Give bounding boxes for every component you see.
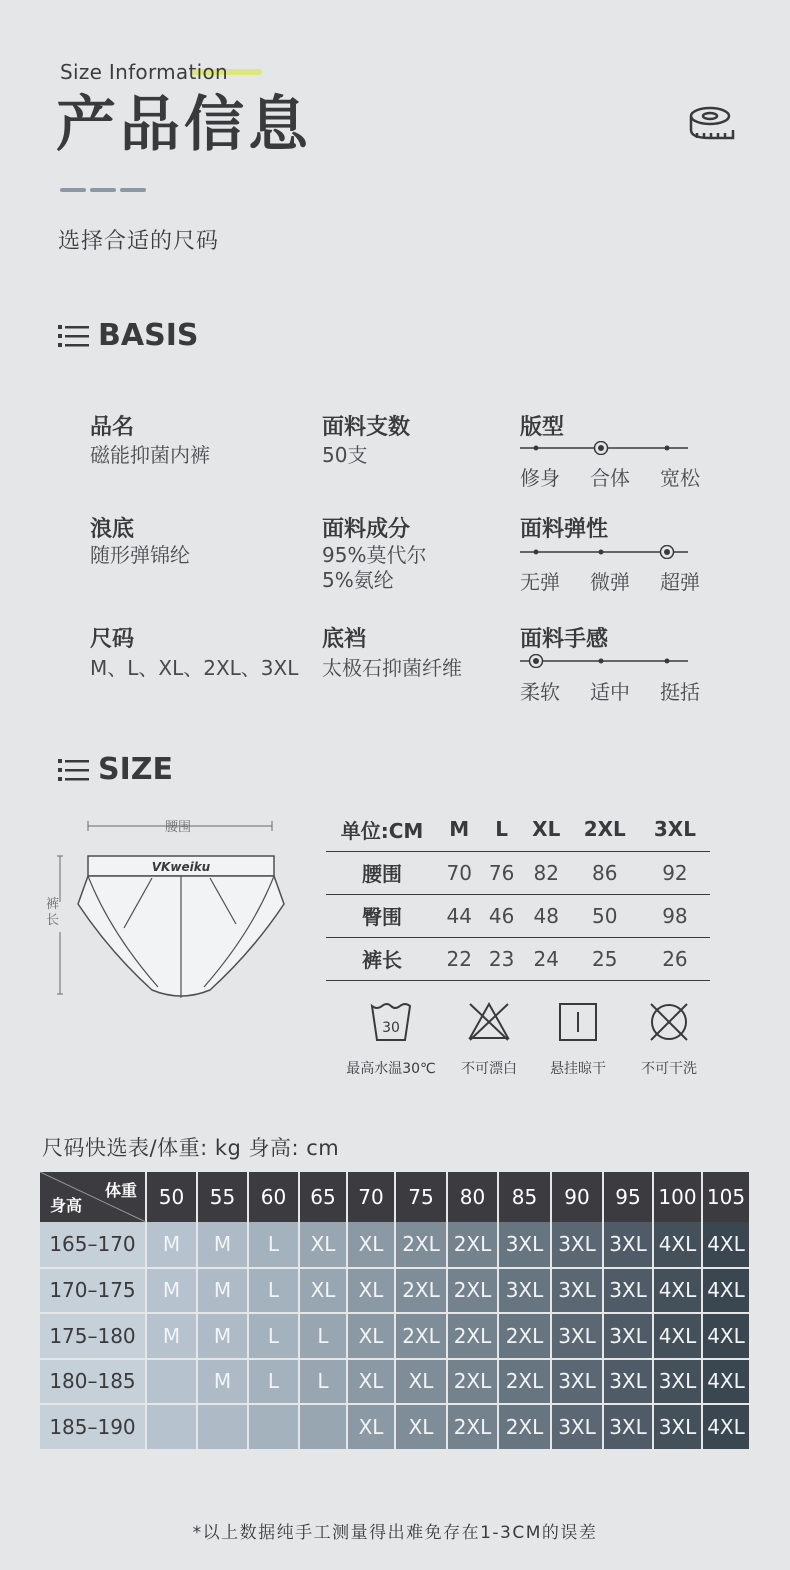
recommended-size-cell: XL — [347, 1404, 395, 1450]
size-heading-text: SIZE — [98, 752, 174, 787]
quick-select-row — [40, 1404, 750, 1450]
height-range: 170–175 — [40, 1268, 146, 1314]
fit-scale-words — [520, 462, 700, 491]
measurement-value: 26 — [640, 937, 710, 980]
weight-column-header: 55 — [197, 1172, 248, 1222]
recommended-size-cell: 3XL — [603, 1404, 653, 1450]
measurement-label: 臀围 — [326, 894, 438, 937]
recommended-size-cell: M — [197, 1222, 248, 1268]
weight-column-header: 80 — [447, 1172, 498, 1222]
diagram-waist-label: 腰围 — [164, 820, 192, 835]
weight-column-header: 100 — [653, 1172, 702, 1222]
list-icon — [58, 322, 90, 350]
hand-feel-option: 挺括 — [660, 680, 700, 704]
weight-column-header: 60 — [248, 1172, 299, 1222]
recommended-size-cell: 3XL — [603, 1313, 653, 1359]
elasticity-scale — [520, 545, 690, 559]
measuring-tape-icon — [688, 102, 736, 146]
recommended-size-cell: 2XL — [447, 1268, 498, 1314]
diagram-length-label — [46, 897, 59, 928]
weight-column-header: 105 — [702, 1172, 750, 1222]
measurement-value: 98 — [640, 894, 710, 937]
brand-label: VKweiku — [151, 860, 211, 874]
measurement-value: 44 — [438, 894, 480, 937]
composition-value-2: 5%氨纶 — [322, 568, 394, 592]
height-range: 185–190 — [40, 1404, 146, 1450]
recommended-size-cell: 4XL — [702, 1313, 750, 1359]
recommended-size-cell: 2XL — [395, 1268, 447, 1314]
recommended-size-cell: 3XL — [603, 1359, 653, 1405]
recommended-size-cell — [146, 1359, 197, 1405]
line-dry-icon — [556, 1000, 600, 1044]
measurement-label: 裤长 — [326, 937, 438, 980]
recommended-size-cell: M — [197, 1313, 248, 1359]
recommended-size-cell: 2XL — [447, 1222, 498, 1268]
composition-value-1: 95%莫代尔 — [322, 543, 427, 567]
elasticity-option: 无弹 — [520, 570, 560, 594]
wash-30-icon — [369, 1000, 413, 1044]
recommended-size-cell: M — [197, 1359, 248, 1405]
yarn-count-value: 50支 — [322, 443, 368, 467]
size-label: 尺码 — [90, 627, 135, 652]
recommended-size-cell: 3XL — [603, 1222, 653, 1268]
recommended-size-cell: XL — [347, 1268, 395, 1314]
briefs-diagram — [40, 812, 290, 1004]
recommended-size-cell — [299, 1404, 347, 1450]
elasticity-option: 超弹 — [660, 570, 700, 594]
recommended-size-cell: 3XL — [551, 1222, 603, 1268]
care-wash-30 — [336, 1000, 446, 1078]
crotch-value: 太极石抑菌纤维 — [322, 656, 462, 680]
recommended-size-cell: 3XL — [551, 1404, 603, 1450]
recommended-size-cell: 2XL — [395, 1313, 447, 1359]
unit-header: 单位:CM — [326, 808, 438, 851]
rise-label: 浪底 — [90, 517, 135, 542]
recommended-size-cell: 4XL — [702, 1268, 750, 1314]
care-label: 悬挂晾干 — [550, 1061, 606, 1077]
recommended-size-cell — [248, 1404, 299, 1450]
scale-selected-dot — [533, 658, 539, 664]
size-chart-row — [326, 851, 710, 894]
recommended-size-cell: M — [146, 1313, 197, 1359]
recommended-size-cell: 3XL — [551, 1268, 603, 1314]
measurement-label: 腰围 — [326, 851, 438, 894]
weight-column-header: 50 — [146, 1172, 197, 1222]
measurement-value: 22 — [438, 937, 480, 980]
measurement-value: 76 — [480, 851, 522, 894]
yarn-count-label: 面料支数 — [322, 415, 411, 440]
quick-select-row — [40, 1222, 750, 1268]
size-chart-row — [326, 937, 710, 980]
recommended-size-cell: 3XL — [498, 1222, 551, 1268]
scale-point — [665, 659, 670, 664]
height-range: 180–185 — [40, 1359, 146, 1405]
recommended-size-cell: 2XL — [498, 1404, 551, 1450]
recommended-size-cell: L — [299, 1313, 347, 1359]
size-column-header: M — [438, 808, 480, 851]
weight-column-header: 70 — [347, 1172, 395, 1222]
recommended-size-cell: 4XL — [702, 1404, 750, 1450]
recommended-size-cell: 2XL — [498, 1359, 551, 1405]
recommended-size-cell: XL — [347, 1222, 395, 1268]
size-chart-header-row — [326, 808, 710, 851]
measurement-value: 23 — [480, 937, 522, 980]
recommended-size-cell: M — [146, 1222, 197, 1268]
elasticity-label: 面料弹性 — [520, 517, 609, 542]
size-information-label: Size Information — [60, 60, 228, 84]
wash-temp-text: 30 — [382, 1020, 400, 1036]
divider-dash — [60, 188, 86, 192]
size-chart-row — [326, 894, 710, 937]
hand-feel-label: 面料手感 — [520, 627, 609, 652]
recommended-size-cell: 2XL — [395, 1222, 447, 1268]
scale-selected-dot — [598, 445, 604, 451]
recommended-size-cell: L — [248, 1222, 299, 1268]
scale-point — [599, 550, 604, 555]
product-name-value: 磁能抑菌内裤 — [90, 443, 210, 467]
size-chart-table — [326, 808, 710, 981]
recommended-size-cell — [197, 1404, 248, 1450]
measurement-value: 24 — [523, 937, 570, 980]
corner-header — [40, 1172, 146, 1222]
height-range: 165–170 — [40, 1222, 146, 1268]
list-icon — [58, 756, 90, 784]
fit-label: 版型 — [520, 415, 565, 440]
recommended-size-cell: L — [248, 1359, 299, 1405]
fit-option: 修身 — [520, 466, 560, 490]
measurement-value: 46 — [480, 894, 522, 937]
care-label: 不可漂白 — [461, 1061, 517, 1077]
elasticity-scale-words — [520, 566, 700, 595]
scale-point — [665, 446, 670, 451]
elasticity-option: 微弹 — [590, 570, 630, 594]
quick-select-row — [40, 1268, 750, 1314]
recommended-size-cell: L — [248, 1268, 299, 1314]
recommended-size-cell: 4XL — [653, 1268, 702, 1314]
recommended-size-cell: 2XL — [447, 1313, 498, 1359]
recommended-size-cell — [146, 1404, 197, 1450]
weight-column-header: 90 — [551, 1172, 603, 1222]
recommended-size-cell: 3XL — [603, 1268, 653, 1314]
fit-option: 合体 — [590, 466, 630, 490]
recommended-size-cell: 3XL — [551, 1359, 603, 1405]
measurement-value: 50 — [570, 894, 640, 937]
diagram-length-char: 裤 — [46, 897, 60, 912]
page-title: 产品信息 — [56, 90, 312, 160]
height-range: 175–180 — [40, 1313, 146, 1359]
hand-feel-scale — [520, 654, 690, 668]
quick-select-table — [40, 1172, 751, 1451]
recommended-size-cell: 4XL — [653, 1222, 702, 1268]
product-name-label: 品名 — [90, 415, 135, 440]
diagram-length-char: 长 — [46, 913, 60, 928]
hand-feel-option: 适中 — [590, 680, 630, 704]
size-column-header: XL — [523, 808, 570, 851]
corner-weight-label: 体重 — [104, 1181, 137, 1200]
size-column-header: 3XL — [640, 808, 710, 851]
scale-point — [534, 550, 539, 555]
recommended-size-cell: XL — [299, 1222, 347, 1268]
recommended-size-cell: 3XL — [551, 1313, 603, 1359]
recommended-size-cell: 3XL — [653, 1359, 702, 1405]
measurement-value: 86 — [570, 851, 640, 894]
size-heading — [58, 752, 173, 787]
fit-scale — [520, 441, 690, 455]
quick-select-row — [40, 1313, 750, 1359]
recommended-size-cell: 4XL — [702, 1359, 750, 1405]
weight-column-header: 95 — [603, 1172, 653, 1222]
scale-selected-dot — [664, 549, 670, 555]
crotch-label: 底裆 — [322, 627, 367, 652]
no-dry-clean-icon — [647, 1000, 691, 1044]
recommended-size-cell: L — [248, 1313, 299, 1359]
size-value: M、L、XL、2XL、3XL — [90, 656, 299, 680]
measurement-value: 92 — [640, 851, 710, 894]
care-no-dry-clean — [614, 1000, 724, 1078]
no-bleach-icon — [467, 1000, 511, 1044]
basis-heading-text: BASIS — [98, 318, 199, 353]
scale-point — [534, 446, 539, 451]
recommended-size-cell: 3XL — [653, 1404, 702, 1450]
fit-option: 宽松 — [660, 466, 700, 490]
recommended-size-cell: M — [146, 1268, 197, 1314]
recommended-size-cell: 4XL — [702, 1222, 750, 1268]
weight-column-header: 65 — [299, 1172, 347, 1222]
recommended-size-cell: XL — [395, 1359, 447, 1405]
basis-heading — [58, 318, 198, 353]
quick-select-header-row — [40, 1172, 750, 1222]
page-subtitle: 选择合适的尺码 — [58, 229, 220, 254]
composition-label: 面料成分 — [322, 517, 411, 542]
quick-select-row — [40, 1359, 750, 1405]
recommended-size-cell: M — [197, 1268, 248, 1314]
recommended-size-cell: 2XL — [498, 1313, 551, 1359]
recommended-size-cell: 2XL — [447, 1404, 498, 1450]
divider-dash — [120, 188, 146, 192]
divider-dash — [90, 188, 116, 192]
quick-select-title: 尺码快选表/体重: kg 身高: cm — [42, 1136, 340, 1160]
measurement-value: 25 — [570, 937, 640, 980]
recommended-size-cell: 2XL — [447, 1359, 498, 1405]
size-column-header: L — [480, 808, 522, 851]
hand-feel-option: 柔软 — [520, 680, 560, 704]
weight-column-header: 75 — [395, 1172, 447, 1222]
recommended-size-cell: 4XL — [653, 1313, 702, 1359]
care-label: 最高水温30℃ — [346, 1061, 436, 1077]
recommended-size-cell: XL — [299, 1268, 347, 1314]
recommended-size-cell: XL — [347, 1359, 395, 1405]
recommended-size-cell: 3XL — [498, 1268, 551, 1314]
rise-value: 随形弹锦纶 — [90, 543, 190, 567]
recommended-size-cell: XL — [395, 1404, 447, 1450]
recommended-size-cell: L — [299, 1359, 347, 1405]
scale-point — [599, 659, 604, 664]
hand-feel-scale-words — [520, 676, 700, 705]
size-column-header: 2XL — [570, 808, 640, 851]
measurement-value: 70 — [438, 851, 480, 894]
measurement-value: 82 — [523, 851, 570, 894]
recommended-size-cell: XL — [347, 1313, 395, 1359]
care-label: 不可干洗 — [641, 1061, 697, 1077]
measurement-value: 48 — [523, 894, 570, 937]
corner-height-label: 身高 — [50, 1196, 83, 1215]
footnote: *以上数据纯手工测量得出难免存在1-3CM的误差 — [192, 1523, 598, 1543]
weight-column-header: 85 — [498, 1172, 551, 1222]
